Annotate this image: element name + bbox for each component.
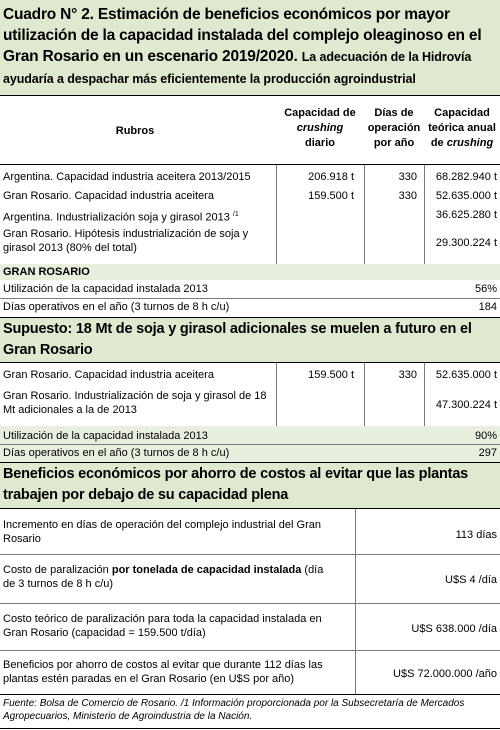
section-heading-supuesto: Supuesto: 18 Mt de soja y girasol adicionales se muelen a futuro en el Gran Rosario xyxy=(3,321,472,358)
row-cap: 206.918 t xyxy=(308,171,354,183)
row-label: Gran Rosario. Hipótesis industrialización de soja y girasol 2013 (80% del total) xyxy=(3,228,249,254)
row-label-c: (día de 3 turnos de 8 h c/u) xyxy=(3,564,324,590)
divider xyxy=(0,603,500,604)
table-title xyxy=(3,4,497,90)
row-label: Utilización de la capacidad instalada 2013 xyxy=(3,283,208,295)
header-dias-l2: operación xyxy=(367,122,421,134)
header-anual-l2: teórica anual xyxy=(428,122,496,134)
row-value: U$S 4 /día xyxy=(445,574,497,586)
row-anual: 36.625.280 t xyxy=(435,209,497,221)
row-value: 297 xyxy=(478,447,497,459)
title-sub: La adecuación de la Hidrovía ayudaría a despachar más eficientemente la producción agroindustrial xyxy=(3,50,472,86)
row-label: Argentina. Capacidad industria aceitera 2013/2015 xyxy=(3,171,251,183)
column-rule xyxy=(424,363,425,426)
row-label: Incremento en días de operación del complejo industrial del Gran Rosario xyxy=(3,519,321,545)
header-anual-l1: Capacidad xyxy=(434,107,490,119)
source-note: Fuente: Bolsa de Comercio de Rosario. /1 Información proporcionada por la Subsecretaría de Mercados Agropecuarios, Ministerio de Agroindustria de la Nación. xyxy=(3,698,465,722)
divider xyxy=(0,444,500,445)
divider xyxy=(0,298,500,299)
row-value: 56% xyxy=(474,283,497,295)
column-rule xyxy=(424,165,425,264)
header-dias-operacion xyxy=(364,106,424,151)
row-dias: 330 xyxy=(398,171,417,183)
row-anual: 52.635.000 t xyxy=(435,369,497,381)
row-label xyxy=(3,208,239,225)
column-rule xyxy=(364,363,365,426)
divider xyxy=(0,508,500,509)
row-label: Días operativos en el año (3 turnos de 8 h c/u) xyxy=(3,301,230,313)
row-anual: 29.300.224 t xyxy=(435,237,497,249)
section-heading-gran-rosario: GRAN ROSARIO xyxy=(3,266,90,278)
column-rule xyxy=(276,165,277,264)
row-label: Costo teórico de paralización para toda la capacidad instalada en Gran Rosario (capacidad = 159.500 t/día) xyxy=(3,613,322,639)
column-rule xyxy=(355,509,356,694)
row-label: Días operativos en el año (3 turnos de 8 h c/u) xyxy=(3,447,230,459)
header-dias-l3: por año xyxy=(373,137,415,149)
row-cap: 159.500 t xyxy=(308,190,354,202)
row-label: Utilización de la capacidad instalada 2013 xyxy=(3,430,208,442)
row-value: 90% xyxy=(474,430,497,442)
row-label: Gran Rosario. Capacidad industria aceitera xyxy=(3,369,214,381)
row-value: U$S 72.000.000 /año xyxy=(393,668,497,680)
divider xyxy=(0,317,500,318)
row-dias: 330 xyxy=(398,190,417,202)
row-label xyxy=(3,563,333,591)
row-label: Gran Rosario. Capacidad industria aceitera xyxy=(3,190,214,202)
divider xyxy=(0,362,500,363)
row-label-b: por tonelada de capacidad instalada xyxy=(111,564,302,576)
divider xyxy=(0,554,500,555)
footnote-ref: /1 xyxy=(232,211,239,218)
header-cap-l1: Capacidad de xyxy=(284,107,356,119)
header-cap-l3: diario xyxy=(305,137,335,149)
row-label-text: Argentina. Industrialización soja y girasol 2013 xyxy=(3,211,230,224)
row-anual: 47.300.224 t xyxy=(435,399,497,411)
divider xyxy=(0,728,500,729)
header-capacidad-anual xyxy=(424,106,500,151)
row-value: 184 xyxy=(478,301,497,313)
header-cap-l2: crushing xyxy=(296,122,344,134)
header-capacidad-diaria xyxy=(276,106,364,151)
section-heading-beneficios: Beneficios económicos por ahorro de costos al evitar que las plantas trabajen por debajo de su capacidad plena xyxy=(3,466,469,503)
divider xyxy=(0,95,500,96)
row-dias: 330 xyxy=(398,369,417,381)
row-label-a: Costo de paralización xyxy=(3,564,112,576)
divider xyxy=(0,164,500,165)
column-rule xyxy=(276,363,277,426)
title-main: Cuadro N° 2. Estimación de beneficios económicos por mayor utilización de la capacidad instalada del complejo oleaginoso en el Gran Rosario en un escenario 2019/2020. xyxy=(3,6,482,65)
divider xyxy=(0,650,500,651)
column-rule xyxy=(364,165,365,264)
header-dias-l1: Días de xyxy=(374,107,414,119)
divider xyxy=(0,694,500,695)
header-rubros: Rubros xyxy=(115,125,155,137)
row-value: U$S 638.000 /día xyxy=(411,623,497,635)
row-value: 113 días xyxy=(455,529,497,541)
divider xyxy=(0,462,500,463)
row-label: Gran Rosario. Industrialización de soja y girasol de 18 Mt adicionales a la de 2013 xyxy=(3,390,267,416)
header-anual-l3b: crushing xyxy=(446,137,494,149)
header-anual-l3a: de xyxy=(430,137,447,149)
row-anual: 68.282.940 t xyxy=(435,171,497,183)
row-cap: 159.500 t xyxy=(308,369,354,381)
row-anual: 52.635.000 t xyxy=(435,190,497,202)
row-label: Beneficios por ahorro de costos al evitar que durante 112 días las plantas estén paradas en el Gran Rosario (en U$S por año) xyxy=(3,659,323,685)
